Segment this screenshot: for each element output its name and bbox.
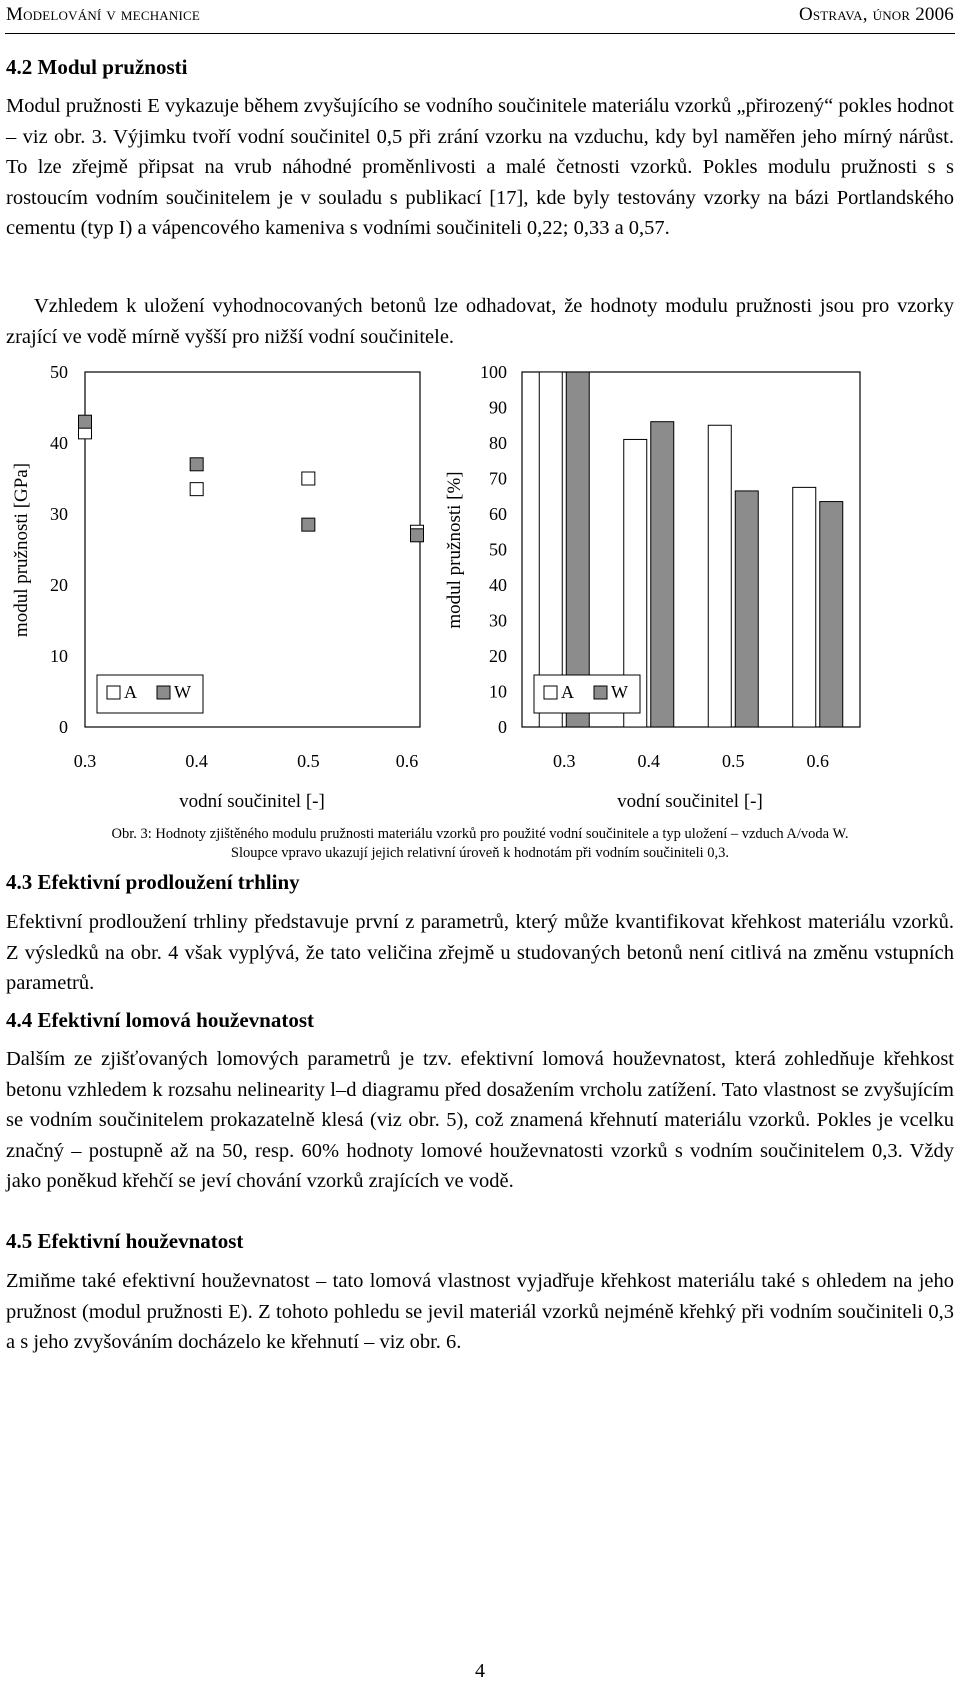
data-point-w (79, 415, 92, 428)
left-chart-y-tick-label: 20 (50, 575, 68, 595)
bar-w (735, 491, 758, 727)
legend-label-a: A (561, 682, 574, 702)
legend-label-a: A (124, 682, 137, 702)
right-chart-y-tick-label: 10 (489, 681, 507, 702)
left-chart-x-tick-label: 0.6 (395, 751, 419, 771)
legend-swatch-a (544, 686, 557, 699)
right-chart-y-tick-label: 60 (489, 504, 507, 524)
left-chart-x-axis-label: vodní součinitel [-] (179, 791, 325, 812)
right-chart-y-tick-label: 20 (489, 646, 507, 666)
left-chart-y-tick-label: 30 (50, 504, 68, 524)
caption-line-2: Sloupce vpravo ukazují jejich relativní úroveň k hodnotám při vodním součiniteli 0,3. (230, 845, 730, 861)
data-point-a (302, 472, 315, 485)
right-chart-x-tick-label: 0.6 (806, 751, 829, 771)
header-rule (5, 33, 955, 34)
running-header-left: Modelování v mechanice (6, 4, 200, 25)
right-chart-y-tick-label: 40 (489, 575, 507, 595)
paragraph-4-5: Zmiňme také efektivní houževnatost – tato lomová vlastnost vyjadřuje křehkost materiálu také s ohledem na jeho pružnost (modul pružnosti E). Z tohoto pohledu se jevil materiál vzorků nejméně křehký při vodním součiniteli 0,3 a s jeho zvyšováním docházelo ke křehnutí – viz obr. 6. (6, 1270, 954, 1353)
bar-w (566, 372, 589, 727)
legend-label-w: W (174, 682, 191, 702)
right-chart-y-tick-label: 100 (480, 362, 507, 382)
right-chart-y-tick-label: 0 (498, 717, 507, 737)
data-point-w (190, 458, 203, 471)
figure-3-charts (0, 360, 960, 820)
left-chart-x-tick-label: 0.5 (297, 751, 320, 771)
left-chart-x-tick-label: 0.4 (185, 751, 208, 771)
caption-line-1: Obr. 3: Hodnoty zjištěného modulu pružnosti materiálu vzorků pro použité vodní součinitele a typ uložení – vzduch A/voda W. (111, 826, 849, 842)
figure-3-caption (20, 825, 940, 863)
heading-4-5: 4.5 Efektivní houževnatost (6, 1229, 244, 1253)
left-chart-y-tick-label: 50 (50, 362, 68, 382)
right-chart-x-axis-label: vodní součinitel [-] (617, 791, 763, 812)
right-chart-x-tick-label: 0.4 (637, 751, 660, 771)
data-point-a (190, 483, 203, 496)
left-chart-y-tick-label: 10 (50, 646, 68, 666)
right-chart-y-tick-label: 70 (489, 468, 507, 489)
right-chart-legend (534, 675, 640, 713)
legend-swatch-a (107, 686, 120, 699)
left-chart-legend (97, 675, 203, 713)
bar-a (708, 425, 731, 727)
left-chart-y-tick-label: 0 (59, 717, 68, 737)
heading-4-4: 4.4 Efektivní lomová houževnatost (6, 1008, 315, 1032)
left-chart-y-axis-label: modul pružnosti [GPa] (11, 462, 32, 638)
page-number: 4 (475, 1660, 485, 1682)
left-chart-plot-area (85, 372, 420, 727)
heading-4-3: 4.3 Efektivní prodloužení trhliny (6, 870, 300, 894)
legend-label-w: W (611, 682, 628, 702)
heading-4-2: 4.2 Modul pružnosti (6, 55, 188, 79)
paragraph-4-4: Dalším ze zjišťovaných lomových parametrů je tzv. efektivní lomová houževnatost, která zohledňuje křehkost betonu vzhledem k rozsahu nelinearity l–d diagramu před dosažením vrcholu zatížení. Tato vlastnost se zvyšujícím se vodním součinitelem prokazatelně klesá (viz obr. 5), což znamená křehnutí materiálu vzorků. Pokles je vcelku značný – postupně až na 50, resp. 60% hodnoty lomové houževnatosti vzorků s vodním součinitelem 0,3. Vždy jako poněkud křehčí se jeví chování vzorků zrajících ve vodě. (6, 1048, 954, 1192)
right-chart-y-axis-label: modul pružnosti [%] (444, 471, 465, 629)
figure-3 (0, 360, 960, 820)
legend-swatch-w (594, 686, 607, 699)
data-point-w (302, 518, 315, 531)
right-chart-x-tick-label: 0.5 (722, 751, 745, 771)
left-chart-y-tick-label: 40 (50, 433, 68, 453)
right-chart-x-tick-label: 0.3 (553, 751, 576, 771)
data-point-w (411, 529, 424, 542)
right-chart-y-tick-label: 90 (489, 397, 507, 418)
paragraph-4-2-2: Vzhledem k uložení vyhodnocovaných betonů lze odhadovat, že hodnoty modulu pružnosti jsou pro vzorky zrající ve vodě mírně vyšší pro nižší vodní součinitele. (6, 295, 954, 348)
right-chart-y-tick-label: 80 (489, 433, 507, 453)
bar-a (793, 487, 816, 727)
paragraph-4-2-1: Modul pružnosti E vykazuje během zvyšujícího se vodního součinitele materiálu vzorků „přirozený“ pokles hodnot – viz obr. 3. Výjimku tvoří vodní součinitel 0,5 při zrání vzorku na vzduchu, kdy byl naměřen jeho mírný nárůst. To lze zřejmě připsat na vrub náhodné proměnlivosti a malé četnosti vzorků. Pokles modulu pružnosti s s rostoucím vodním součinitelem je v souladu s publikací [17], kde byly testovány vzorky na bázi Portlandského cementu (typ I) a vápencového kameniva s vodními součiniteli 0,22; 0,33 a 0,57. (6, 95, 954, 239)
bar-w (820, 502, 843, 727)
running-header-right: Ostrava, únor 2006 (798, 4, 954, 25)
left-chart-x-tick-label: 0.3 (73, 751, 97, 771)
bar-w (651, 422, 674, 727)
right-chart-y-tick-label: 30 (489, 610, 507, 631)
bar-a (539, 372, 562, 727)
paragraph-4-3: Efektivní prodloužení trhliny představuje první z parametrů, který může kvantifikovat křehkost materiálu vzorků. Z výsledků na obr. 4 však vyplývá, že tato veličina zřejmě u studovaných betonů není citlivá na změnu vstupních parametrů. (6, 911, 954, 994)
right-chart-y-tick-label: 50 (489, 539, 507, 560)
legend-swatch-w (157, 686, 170, 699)
